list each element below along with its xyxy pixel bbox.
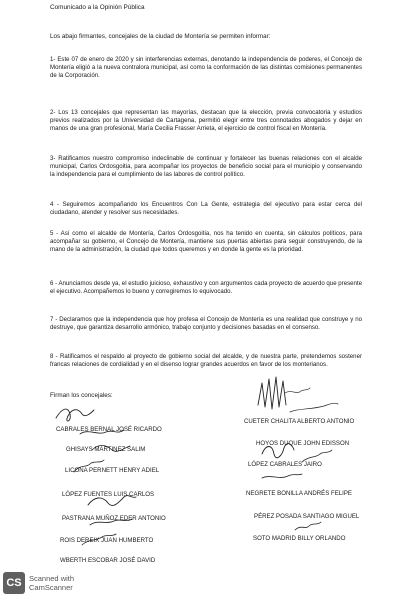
paragraph-1: 1- Este 07 de enero de 2020 y sin interferencias externas, denotando la independencia de poderes, el Concejo de Montería eligió a la nueva contralora municipal, así como la conformación de las distintas comisiones permanentes de la Corporación.	[50, 56, 362, 80]
signatory-name: WBERTH ESCOBAR JOSÉ DAVID	[60, 557, 156, 564]
paragraph-7: 7 - Declaramos que la independencia que hoy profesa el Concejo de Montería es una realidad que construye y no destruye, que garantiza desarrollo armónico, trabajo conjunto y decisiones basadas en el consenso.	[50, 316, 362, 332]
signatory-name: LÓPEZ CABRALES JAIRO	[248, 461, 322, 468]
watermark-line-2: CamScanner	[29, 583, 73, 592]
signatory-name: GHISAYS MARTINEZ SALIM	[66, 446, 146, 453]
paragraph-8: 8 - Ratificamos el respaldo al proyecto de gobierno social del alcalde, y de nuestra parte, pretendemos sostener francas relaciones de cordialidad y en el disenso lograr grandes acuerdos en favor de los monterianos.	[50, 353, 362, 369]
paragraph-2: 2- Los 13 concejales que representan las mayorías, destacan que la elección, previa convocatoria y estudios previos realizados por la Universidad de Cartagena, permitió elegir entre tres connotados abogados y dejar en manos de una gran profesional, María Cecilia Frasser Arrieta, el ejercicio de control fiscal en Montería.	[50, 109, 362, 133]
signatory-name: CUETER CHALITA ALBERTO ANTONIO	[244, 418, 355, 425]
signatory-name: HOYOS DUQUE JOHN EDISSON	[256, 440, 350, 447]
signature-mark-10	[262, 474, 302, 478]
signatory-name: PASTRANA MUÑOZ EDER ANTONIO	[62, 515, 166, 522]
signatory-name: PÉREZ POSADA SANTIAGO MIGUEL	[254, 513, 360, 520]
signature-mark-3	[285, 388, 310, 393]
intro-text: Los abajo firmantes, concejales de la ciudad de Montería se permiten informar:	[50, 33, 271, 40]
signature-mark-4	[290, 403, 338, 412]
paragraph-5: 5 - Así como el alcalde de Montería, Carlos Ordosgoitia, nos ha tenido en cuenta, sin cálculos políticos, para acompañar su gobierno, el Concejo de Montería, mantiene sus puertas abiertas para seguir construyendo, de la mano de la administración, la ciudad que todos queremos y en donde la gente es la prioridad.	[50, 230, 362, 254]
signatory-name: CABRALES BERNAL JOSÉ RICARDO	[56, 426, 162, 433]
camscanner-logo-icon: CS	[3, 572, 25, 594]
camscanner-watermark	[29, 574, 74, 592]
paragraph-6: 6 - Anunciamos desde ya, el estudio juicioso, exhaustivo y con argumentos cada proyecto de acuerdo que presente el ejecutivo. Acompañemos lo bueno y corregiremos lo equivocado.	[50, 280, 362, 296]
watermark-line-1: Scanned with	[29, 574, 75, 583]
document-title: Comunicado a la Opinión Pública	[50, 4, 145, 11]
signatory-name: ROIS DEREIX JUAN HUMBERTO	[60, 537, 154, 544]
signature-mark-13	[295, 522, 321, 530]
signature-mark-1	[56, 409, 94, 421]
signatory-name: NEGRETE BONILLA ANDRÉS FELIPE	[246, 490, 352, 497]
signatory-name: SOTO MADRID BILLY ORLANDO	[253, 535, 346, 542]
paragraph-4: 4 - Seguiremos acompañando los Encuentros Con La Gente, estrategia del ejecutivo para estar cerca del ciudadano, atender y resolver sus necesidades.	[50, 201, 362, 217]
paragraph-3: 3- Ratificamos nuestro compromiso indeclinable de continuar y fortalecer las buenas relaciones con el alcalde municipal, Carlos Ordosgoitia, para acompañar los proyectos de beneficio social para el municipio y conservando la independencia para el cumplimiento de las labores de control político.	[50, 155, 362, 179]
signature-mark-2	[258, 377, 286, 409]
signatory-name: LICONA PERNETT HENRY ADIEL	[65, 467, 160, 474]
signatories-label: Firman los concejales:	[50, 392, 113, 399]
signatory-name: LÓPEZ FUENTES LUIS CARLOS	[62, 491, 155, 498]
